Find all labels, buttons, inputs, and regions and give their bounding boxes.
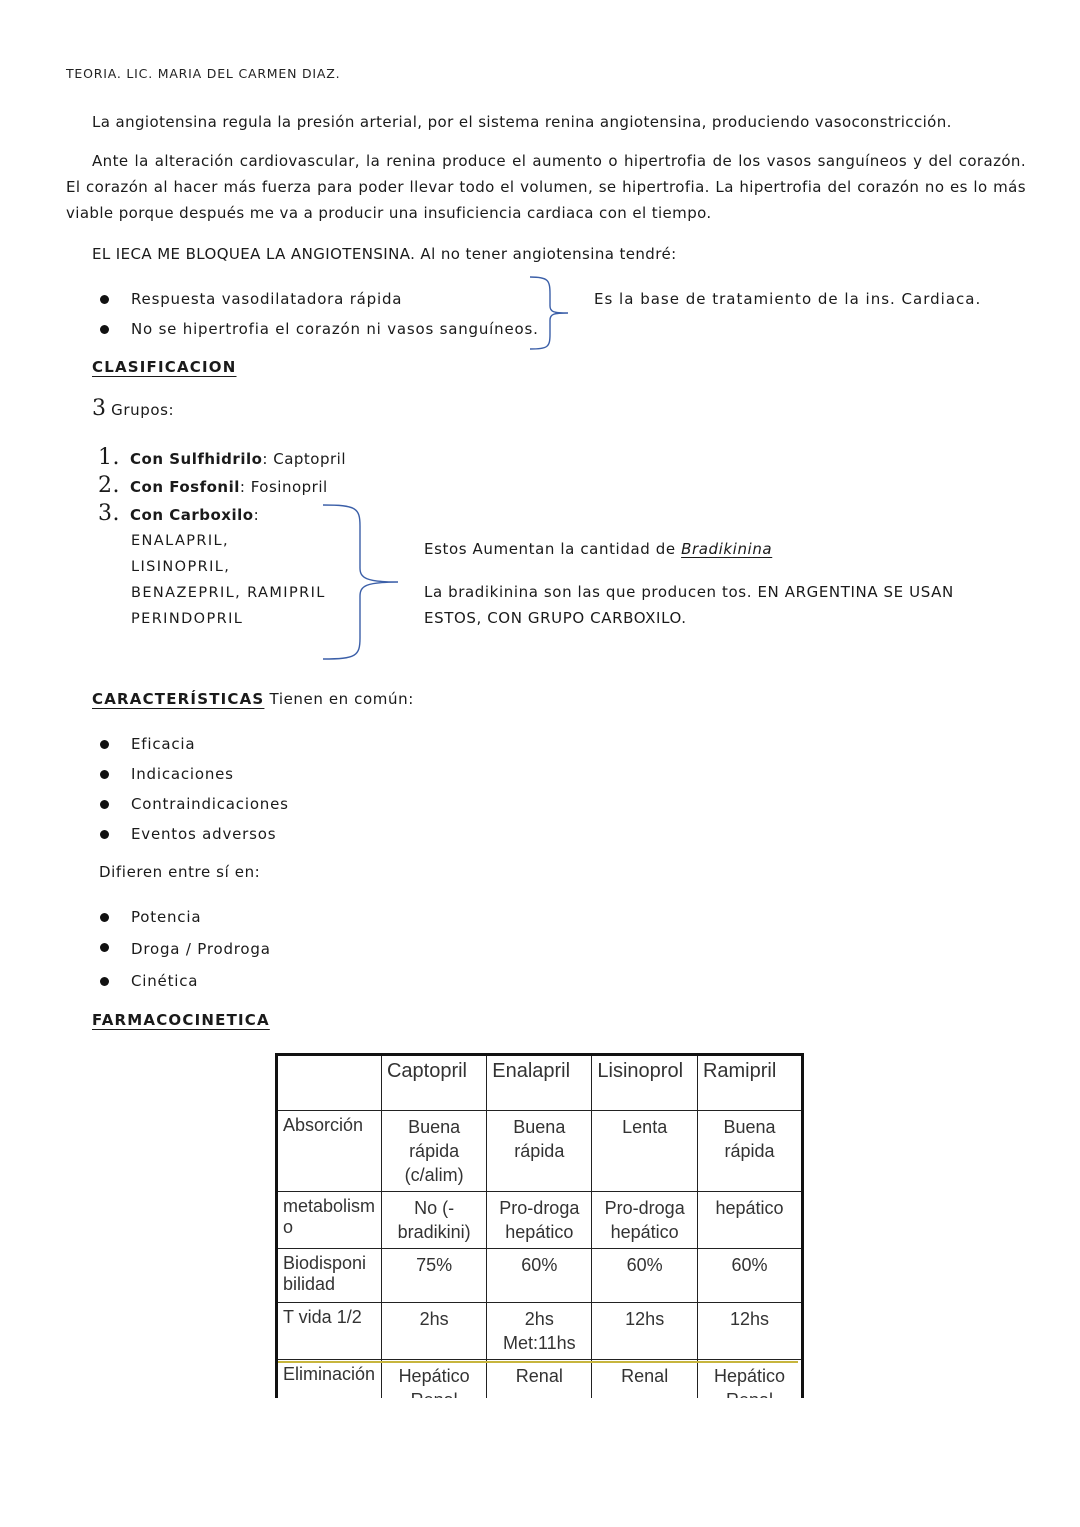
- table-cell: 12hs: [592, 1303, 698, 1360]
- row-label: T vida 1/2: [277, 1303, 382, 1360]
- groups-list: [98, 444, 346, 528]
- curly-brace-icon: [320, 502, 402, 662]
- farmacocinetica-title: FARMACOCINETICA: [92, 1011, 270, 1029]
- intro-paragraph-1: La angiotensina regula la presión arterial, por el sistema renina angiotensina, produciendo vasoconstricción.: [92, 113, 952, 131]
- caracteristicas-heading: [92, 689, 414, 708]
- table-row: [277, 1303, 803, 1360]
- list-item: Indicaciones: [66, 759, 289, 789]
- table-header-cell: [277, 1055, 382, 1111]
- list-item: Droga / Prodroga: [66, 932, 271, 966]
- table-cell: No (-bradikini): [381, 1192, 486, 1249]
- table-row: [277, 1249, 803, 1303]
- list-item: PERINDOPRIL: [131, 611, 244, 627]
- list-item: Cinética: [66, 966, 271, 996]
- clasificacion-title: CLASIFICACION: [92, 358, 237, 376]
- item-number: 2.: [98, 473, 120, 498]
- item-number: 3.: [98, 501, 120, 526]
- note-line: La bradikinina son las que producen tos. EN ARGENTINA SE USAN: [424, 583, 954, 601]
- list-item: Eventos adversos: [66, 819, 289, 849]
- table-cell: hepático: [697, 1192, 802, 1249]
- caracteristicas-title: CARACTERÍSTICAS: [92, 690, 265, 708]
- carboxilo-drug-list: [131, 528, 326, 632]
- list-item: Respuesta vasodilatadora rápida: [66, 284, 566, 314]
- highlight-strike-line: [278, 1361, 798, 1363]
- table-cell: 60%: [697, 1249, 802, 1303]
- group-drug: : Captopril: [262, 450, 347, 468]
- intro-paragraph-2: Ante la alteración cardiovascular, la renina produce el aumento o hipertrofia de los vasos sanguíneos y del corazón. El corazón al hacer más fuerza para poder llevar todo el volumen, se hipertrofia. La hipertrofia del corazón no es lo más viable porque después me va a producir una insuficiencia cardiaca con el tiempo.: [66, 152, 1026, 222]
- table-cell: Buena rápida: [487, 1111, 592, 1192]
- row-label: Eliminación: [277, 1360, 382, 1417]
- table-header-row: [277, 1055, 803, 1111]
- argentina-note: [424, 579, 954, 631]
- group-name: Con Fosfonil: [130, 478, 240, 496]
- list-item: Eficacia: [66, 729, 289, 759]
- table-cell: Hepático: [697, 1360, 802, 1417]
- table-cell: Renal: [487, 1360, 592, 1417]
- bradikinina-note: [424, 540, 772, 558]
- table-cell: 2hs: [381, 1303, 486, 1360]
- bradikinina-term: Bradikinina: [681, 540, 773, 558]
- differ-label: Difieren entre sí en:: [99, 863, 261, 881]
- differ-list: [66, 902, 271, 996]
- row-label: Biodisponibilidad: [277, 1249, 382, 1303]
- table-cell: 75%: [381, 1249, 486, 1303]
- table-row: [277, 1192, 803, 1249]
- groups-count: 3: [92, 396, 106, 421]
- table-header-cell: Captopril: [381, 1055, 486, 1111]
- table-cell: 60%: [592, 1249, 698, 1303]
- table-crop-edge: [260, 1398, 820, 1438]
- table-cell: Hepático: [381, 1360, 486, 1417]
- table-cell: Pro-droga hepático: [487, 1192, 592, 1249]
- list-item: [98, 472, 346, 500]
- table-cell: Lenta: [592, 1111, 698, 1192]
- list-item: No se hipertrofia el corazón ni vasos sanguíneos.: [66, 314, 566, 344]
- list-item: [98, 500, 346, 528]
- effects-note: Es la base de tratamiento de la ins. Cardiaca.: [594, 290, 982, 308]
- group-drug: :: [253, 506, 260, 524]
- list-item: ENALAPRIL,: [131, 533, 230, 549]
- caracteristicas-subtitle: Tienen en común:: [269, 690, 414, 708]
- note-line: ESTOS, CON GRUPO CARBOXILO.: [424, 609, 687, 627]
- table-cell: Pro-droga hepático: [592, 1192, 698, 1249]
- table-cell: 12hs: [697, 1303, 802, 1360]
- table-header-cell: Lisinoprol: [592, 1055, 698, 1111]
- common-list: [66, 729, 289, 849]
- list-item: Contraindicaciones: [66, 789, 289, 819]
- note-text: Estos Aumentan la cantidad de: [424, 540, 676, 558]
- row-label: Absorción: [277, 1111, 382, 1192]
- list-item: Potencia: [66, 902, 271, 932]
- table-row: [277, 1111, 803, 1192]
- table-header-cell: Enalapril: [487, 1055, 592, 1111]
- table-cell: Buena rápida (c/alim): [381, 1111, 486, 1192]
- page-header: TEORIA. LIC. MARIA DEL CARMEN DIAZ.: [66, 66, 341, 81]
- group-drug: : Fosinopril: [239, 478, 328, 496]
- list-item: [98, 444, 346, 472]
- groups-heading: [92, 396, 174, 421]
- table-cell: 2hs Met:11hs: [487, 1303, 592, 1360]
- table-cell: Buena rápida: [697, 1111, 802, 1192]
- effects-list: [66, 284, 566, 344]
- groups-label: Grupos:: [111, 401, 175, 419]
- table-header-cell: Ramipril: [697, 1055, 802, 1111]
- group-name: Con Carboxilo: [130, 506, 254, 524]
- item-number: 1.: [98, 445, 120, 470]
- row-label: metabolismo: [277, 1192, 382, 1249]
- list-item: BENAZEPRIL, RAMIPRIL: [131, 585, 326, 601]
- table-cell: Renal: [592, 1360, 698, 1417]
- table-cell: 60%: [487, 1249, 592, 1303]
- curly-brace-icon: [528, 274, 578, 352]
- intro-paragraph-3: EL IECA ME BLOQUEA LA ANGIOTENSINA. Al no tener angiotensina tendré:: [92, 245, 677, 263]
- group-name: Con Sulfhidrilo: [130, 450, 263, 468]
- list-item: LISINOPRIL,: [131, 559, 231, 575]
